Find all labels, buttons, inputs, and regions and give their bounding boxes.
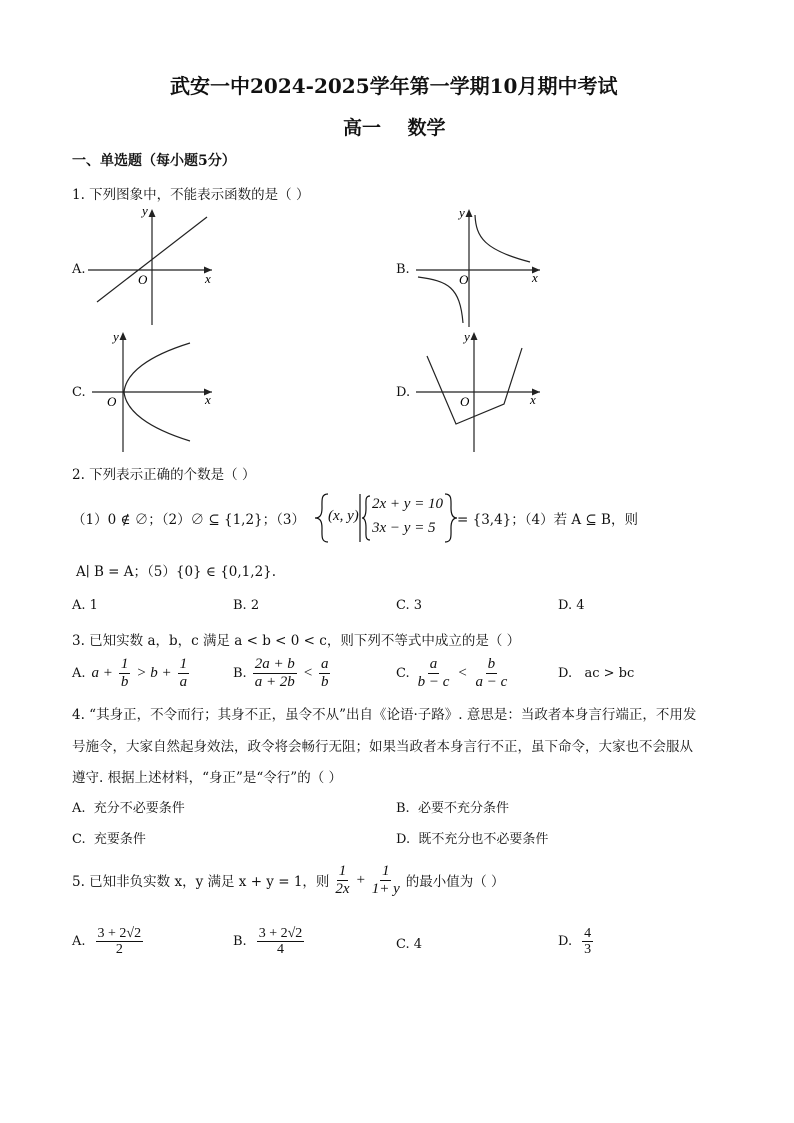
q3-option-c	[396, 656, 509, 690]
q1-option-b-label: B.	[396, 262, 410, 277]
page-title: 武安一中2024-2025学年第一学期10月期中考试	[170, 74, 618, 98]
q5-stem-pre: 5. 已知非负实数 x，y 满足 x + y = 1，则	[72, 874, 330, 890]
q2-line2: A∣ B = A；（5）{0} ∈ {0,1,2}.	[76, 564, 277, 580]
q4-option-c: C. 充要条件	[72, 832, 146, 847]
q5-option-c: C. 4	[396, 937, 423, 952]
q2-system-eq1: 2x + y = 10	[372, 496, 444, 512]
q5-frac-2: $\frac{1}{1+ y}$	[371, 863, 400, 897]
q2-option-d: D. 4	[558, 598, 585, 613]
q3-a-expr-2: > b +	[136, 664, 172, 681]
q5-option-a-label: A.	[72, 934, 86, 950]
q2-option-b: B. 2	[233, 598, 260, 613]
q5-a-frac: $\frac{3 + 2√2}{2}$	[97, 926, 142, 958]
q5-b-frac: $\frac{3 + 2√2}{4}$	[258, 926, 303, 958]
q2-system-eq2: 3x − y = 5	[372, 520, 436, 536]
q5-option-a	[72, 926, 143, 958]
q1-graph-b	[412, 205, 547, 330]
q4-option-b: B. 必要不充分条件	[396, 801, 509, 816]
q3-option-d: D. ac > bc	[558, 666, 635, 681]
q3-c-frac-1: $\frac{a}{b - c}$	[417, 656, 450, 690]
q1a-origin-label: O	[138, 272, 148, 287]
q1c-x-label: x	[205, 392, 211, 407]
q2-option-c: C. 3	[396, 598, 423, 613]
q3-option-b-label: B.	[233, 665, 247, 681]
question-1-stem: 1. 下列图象中，不能表示函数的是（ ）	[72, 187, 310, 203]
q3-option-a-label: A.	[72, 665, 86, 681]
q4-line-1: 4. “其身正，不令而行；其身不正，虽令不从”出自《论语·子路》. 意思是：当政者本身言行端正，不用发	[72, 707, 697, 723]
q1b-origin-label: O	[459, 272, 469, 287]
q2-option-a: A. 1	[72, 598, 98, 613]
q5-option-b	[233, 926, 304, 958]
page-subtitle: 高一 数学	[343, 117, 446, 139]
q3-b-lt: <	[302, 664, 313, 681]
q1d-y-label: y	[464, 329, 470, 344]
q3-a-expr-1: a +	[91, 664, 113, 681]
q4-option-a: A. 充分不必要条件	[72, 801, 185, 816]
q3-option-c-label: C.	[396, 665, 410, 681]
q1-graph-c	[88, 328, 218, 453]
q5-d-frac: $\frac{4}{3}$	[584, 926, 592, 958]
q1-graph-d	[412, 328, 547, 453]
question-3-stem: 3. 已知实数 a，b，c 满足 a < b < 0 < c，则下列不等式中成立的是（ ）	[72, 633, 521, 649]
q5-option-b-label: B.	[233, 934, 247, 950]
q1-graph-a	[88, 205, 218, 330]
q1b-x-label: x	[532, 270, 538, 285]
q2-line1-part1: （1）0 ∉ ∅；（2）∅ ⊆ {1,2}；（3）	[72, 512, 305, 528]
q1-option-d-label: D.	[396, 385, 411, 400]
q1c-y-label: y	[113, 329, 119, 344]
q5-stem-post: 的最小值为（ ）	[405, 874, 505, 890]
q2-system-bracket	[358, 492, 372, 544]
q4-option-d: D. 既不充分也不必要条件	[396, 832, 549, 847]
q3-option-a	[72, 656, 189, 690]
q2-set-brace-close	[442, 492, 458, 544]
q1c-origin-label: O	[107, 394, 117, 409]
q2-line1-part2: = {3,4}；（4）若 A ⊆ B，则	[457, 512, 638, 528]
q5-option-d	[558, 926, 593, 958]
q3-option-b	[233, 656, 330, 690]
q2-set-element: (x, y)	[328, 508, 359, 524]
q3-a-frac-1: $\frac{1}{b}$	[120, 656, 129, 690]
q3-b-frac-1: $\frac{2a + b}{a + 2b}$	[254, 656, 295, 690]
q3-b-frac-2: $\frac{a}{b}$	[320, 656, 329, 690]
q1a-y-label: y	[142, 205, 148, 218]
q1d-x-label: x	[530, 392, 536, 407]
q5-option-d-label: D.	[558, 934, 573, 950]
q5-frac-1: $\frac{1}{2x}$	[335, 863, 350, 897]
q3-a-frac-2: $\frac{1}{a}$	[179, 656, 188, 690]
q1-option-c-label: C.	[72, 385, 86, 400]
q4-line-3: 遵守. 根据上述材料，“身正”是“令行”的（ ）	[72, 770, 342, 786]
q1b-y-label: y	[459, 205, 465, 220]
q1-option-a-label: A.	[72, 262, 86, 277]
question-5-stem	[72, 863, 505, 897]
q1d-origin-label: O	[460, 394, 470, 409]
q5-plus: +	[355, 871, 366, 888]
q3-c-frac-2: $\frac{b}{a - c}$	[475, 656, 508, 690]
q3-c-lt: <	[457, 664, 468, 681]
section-heading: 一、单选题（每小题5分）	[72, 153, 236, 169]
q1a-x-label: x	[205, 271, 211, 286]
question-2-stem: 2. 下列表示正确的个数是（ ）	[72, 467, 256, 483]
q4-line-2: 号施令，大家自然起身效法，政令将会畅行无阻；如果当政者本身言行不正，虽下命令，大家也不会服从	[72, 739, 693, 755]
